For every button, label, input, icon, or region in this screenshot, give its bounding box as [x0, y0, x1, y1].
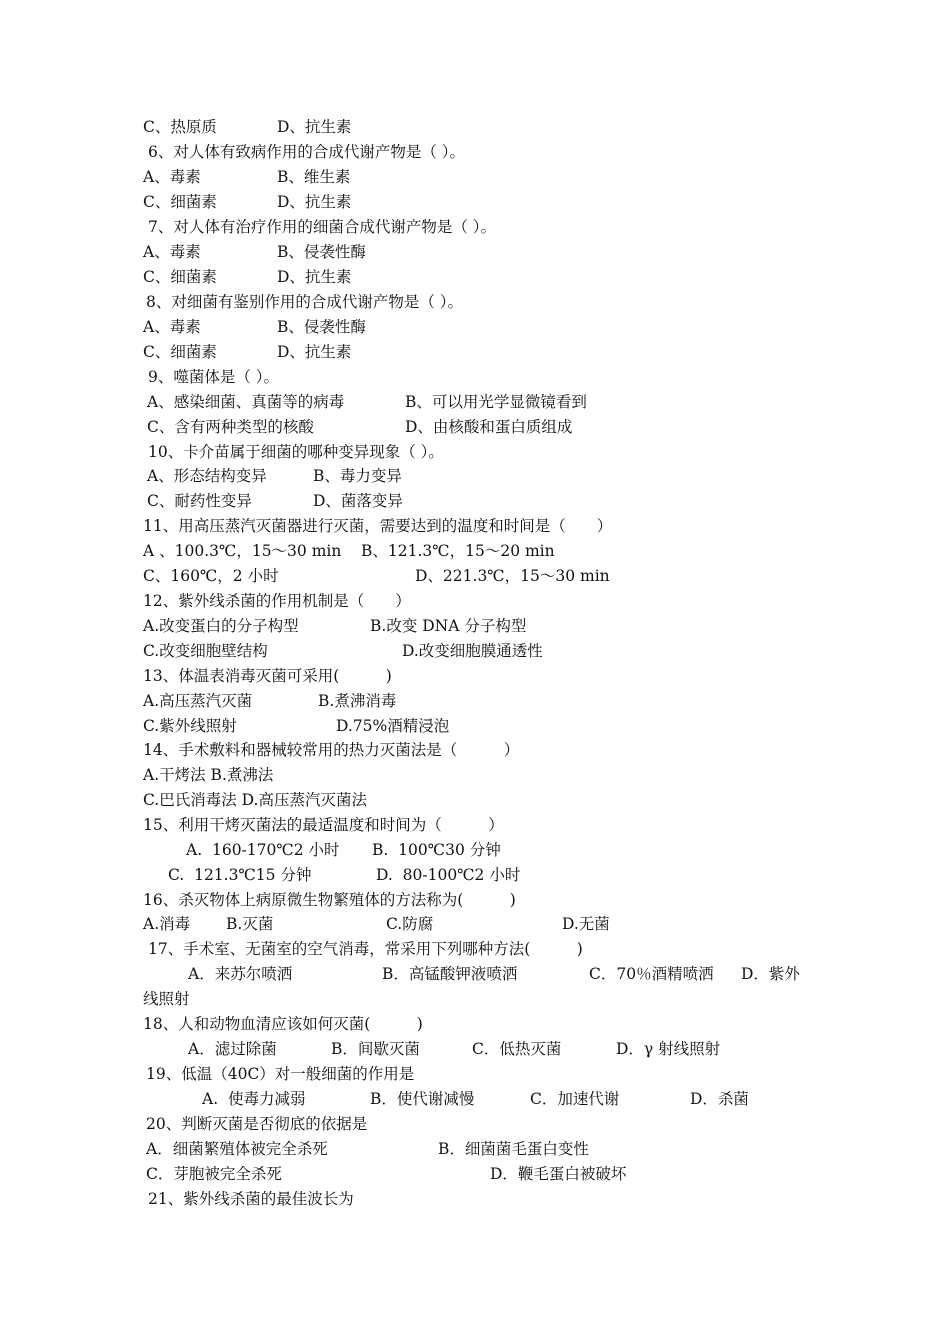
option-text: D.改变细胞膜通透性 — [402, 642, 543, 660]
option-text: D．杀菌 — [690, 1090, 749, 1108]
option-text: A、毒素 — [143, 168, 201, 186]
option-text: D．γ 射线照射 — [616, 1040, 721, 1058]
option-text: C、含有两种类型的核酸 — [147, 418, 314, 436]
options-line — [0, 863, 950, 888]
option-text: B．使代谢减慢 — [370, 1090, 475, 1108]
option-text: A.干烤法 B.煮沸法 — [143, 766, 274, 784]
option-text: B、侵袭性酶 — [277, 243, 366, 261]
option-text: D、抗生素 — [277, 118, 352, 136]
question-text: 17、手术室、无菌室的空气消毒，常采用下列哪种方法( ) — [148, 940, 583, 958]
options-line — [0, 190, 950, 215]
option-text: D、221.3℃，15～30 min — [415, 567, 610, 585]
options-line — [0, 265, 950, 290]
options-line — [0, 987, 950, 1012]
option-text: C、细菌素 — [143, 193, 217, 211]
option-text: B、121.3℃，15～20 min — [361, 542, 555, 560]
option-text: A、毒素 — [143, 243, 201, 261]
option-text: C.防腐 — [386, 915, 434, 933]
question-text: 19、低温（40C）对一般细菌的作用是 — [146, 1065, 415, 1083]
option-text: B、维生素 — [277, 168, 351, 186]
options-line — [0, 165, 950, 190]
question-stem — [0, 140, 950, 165]
question-text: 13、体温表消毒灭菌可采用( ) — [143, 667, 392, 685]
option-text: D、抗生素 — [277, 193, 352, 211]
question-text: 14、手术敷料和器械较常用的热力灭菌法是（ ） — [143, 741, 520, 759]
question-stem — [0, 813, 950, 838]
options-line — [0, 115, 950, 140]
question-text: 20、判断灭菌是否彻底的依据是 — [146, 1115, 368, 1133]
option-text: C．芽胞被完全杀死 — [146, 1165, 282, 1183]
option-text: A. 160-170℃2 小时 — [186, 841, 340, 859]
option-text: C、热原质 — [143, 118, 217, 136]
question-text: 8、对细菌有鉴别作用的合成代谢产物是（ ）。 — [146, 293, 464, 311]
options-line — [0, 1137, 950, 1162]
question-stem — [0, 514, 950, 539]
options-line — [0, 390, 950, 415]
question-text: 21、紫外线杀菌的最佳波长为 — [148, 1190, 354, 1208]
option-text: A、形态结构变异 — [147, 467, 267, 485]
option-text: A.改变蛋白的分子构型 — [143, 617, 299, 635]
option-text: B.灭菌 — [226, 915, 274, 933]
options-line — [0, 912, 950, 937]
question-stem — [0, 1012, 950, 1037]
option-text: B．细菌菌毛蛋白变性 — [438, 1140, 589, 1158]
option-text: D. 80-100℃2 小时 — [376, 866, 521, 884]
question-stem — [0, 589, 950, 614]
option-text: C、耐药性变异 — [147, 492, 252, 510]
option-text: A 、100.3℃，15～30 min — [143, 542, 342, 560]
question-stem — [0, 440, 950, 465]
options-line — [0, 788, 950, 813]
option-text: D、抗生素 — [277, 343, 352, 361]
option-text: A.消毒 — [143, 915, 191, 933]
options-line — [0, 962, 950, 987]
option-text: D、由核酸和蛋白质组成 — [405, 418, 573, 436]
option-text: A．滤过除菌 — [188, 1040, 277, 1058]
option-text: C、细菌素 — [143, 343, 217, 361]
option-text: C.改变细胞壁结构 — [143, 642, 268, 660]
options-line — [0, 838, 950, 863]
option-text: A、感染细菌、真菌等的病毒 — [147, 393, 345, 411]
option-text: C．低热灭菌 — [472, 1040, 562, 1058]
question-stem — [0, 290, 950, 315]
options-line — [0, 1037, 950, 1062]
options-line — [0, 689, 950, 714]
question-stem — [0, 937, 950, 962]
option-text: D．紫外 — [741, 965, 800, 983]
option-text: C.紫外线照射 — [143, 717, 237, 735]
options-line — [0, 464, 950, 489]
question-stem — [0, 1187, 950, 1212]
option-text: D、菌落变异 — [313, 492, 403, 510]
option-text: B.煮沸消毒 — [318, 692, 397, 710]
option-text: A. 使毒力减弱 — [202, 1090, 306, 1108]
option-text: D、抗生素 — [277, 268, 352, 286]
option-text: D．鞭毛蛋白被破坏 — [490, 1165, 627, 1183]
options-line — [0, 1162, 950, 1187]
options-line — [0, 564, 950, 589]
option-text: B、侵袭性酶 — [277, 318, 366, 336]
question-text: 9、噬菌体是（ ）。 — [148, 368, 280, 386]
options-line — [0, 639, 950, 664]
options-line — [0, 614, 950, 639]
question-text: 15、利用干烤灭菌法的最适温度和时间为（ ） — [143, 816, 504, 834]
option-text: A、毒素 — [143, 318, 201, 336]
question-text: 6、对人体有致病作用的合成代谢产物是（ ）。 — [148, 143, 466, 161]
option-text: B．间歇灭菌 — [331, 1040, 420, 1058]
question-stem — [0, 888, 950, 913]
option-text: B.改变 DNA 分子构型 — [370, 617, 527, 635]
options-line — [0, 340, 950, 365]
question-stem — [0, 1062, 950, 1087]
option-text: C、细菌素 — [143, 268, 217, 286]
options-line — [0, 763, 950, 788]
option-text: A.高压蒸汽灭菌 — [143, 692, 253, 710]
option-text: D.无菌 — [562, 915, 610, 933]
options-line — [0, 415, 950, 440]
option-text: C.巴氏消毒法 D.高压蒸汽灭菌法 — [143, 791, 367, 809]
option-text: A．细菌繁殖体被完全杀死 — [146, 1140, 328, 1158]
option-text: B．高锰酸钾液喷洒 — [382, 965, 518, 983]
question-text: 10、卡介苗属于细菌的哪种变异现象（ ）。 — [148, 443, 444, 461]
question-text: 18、人和动物血清应该如何灭菌( ) — [143, 1015, 423, 1033]
option-text: B、毒力变异 — [313, 467, 402, 485]
options-line — [0, 1087, 950, 1112]
question-text: 12、紫外线杀菌的作用机制是（ ） — [143, 592, 411, 610]
question-stem — [0, 1112, 950, 1137]
question-stem — [0, 365, 950, 390]
question-text: 7、对人体有治疗作用的细菌合成代谢产物是（ ）。 — [148, 218, 497, 236]
option-text: B、可以用光学显微镜看到 — [405, 393, 587, 411]
options-line — [0, 539, 950, 564]
option-text: D.75%酒精浸泡 — [336, 717, 450, 735]
question-stem — [0, 664, 950, 689]
question-stem — [0, 738, 950, 763]
question-text: 11、用高压蒸汽灭菌器进行灭菌，需要达到的温度和时间是（ ） — [143, 517, 613, 535]
options-line — [0, 315, 950, 340]
option-text: C．70％酒精喷洒 — [589, 965, 714, 983]
option-text: C、160℃，2 小时 — [143, 567, 279, 585]
options-line — [0, 714, 950, 739]
question-stem — [0, 215, 950, 240]
options-line — [0, 240, 950, 265]
option-text: A．来苏尔喷洒 — [188, 965, 293, 983]
option-text: C．加速代谢 — [530, 1090, 620, 1108]
option-text: C. 121.3℃15 分钟 — [168, 866, 312, 884]
question-text: 16、杀灭物体上病原微生物繁殖体的方法称为( ) — [143, 891, 516, 909]
option-text: 线照射 — [143, 990, 190, 1008]
options-line — [0, 489, 950, 514]
option-text: B. 100℃30 分钟 — [372, 841, 501, 859]
